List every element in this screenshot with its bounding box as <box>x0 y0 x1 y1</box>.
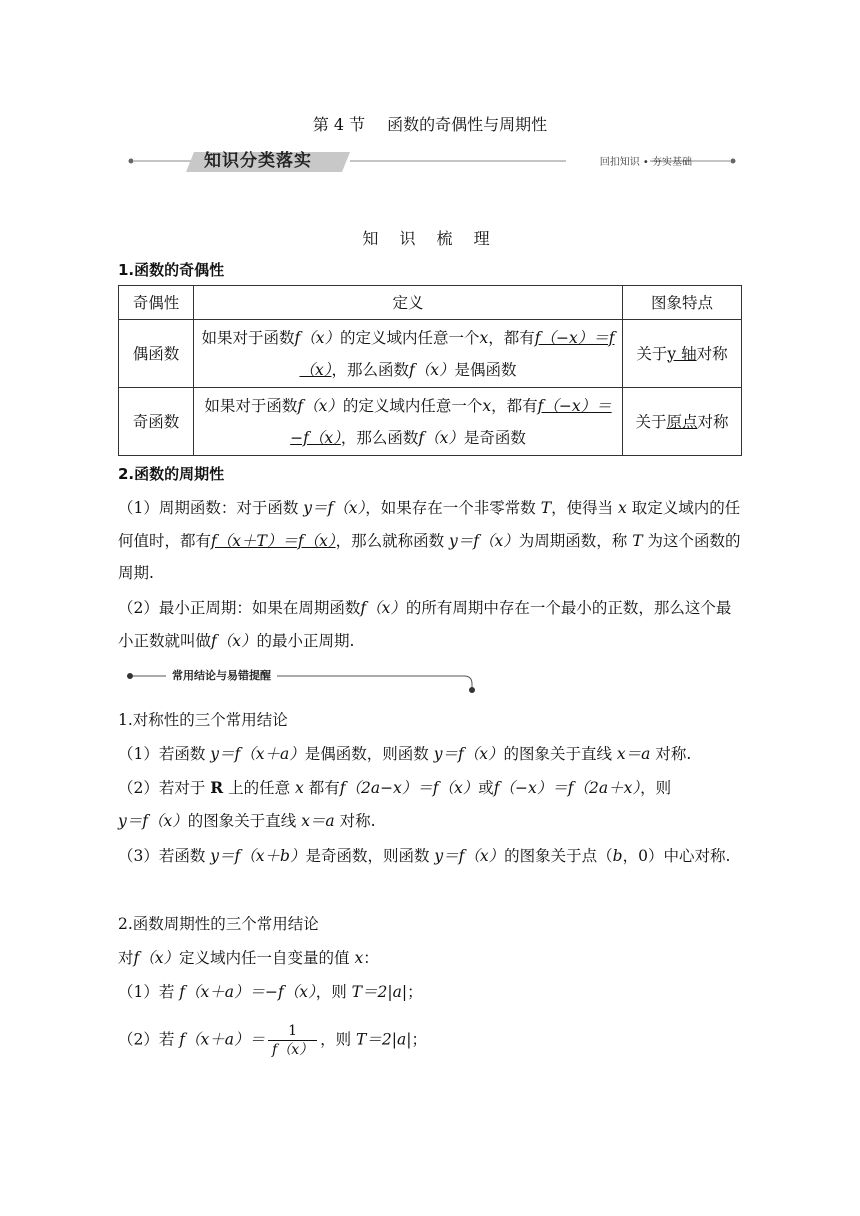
text: 是偶函数 <box>454 360 517 379</box>
math: T <box>540 499 552 517</box>
period-paragraph-2 <box>118 592 742 657</box>
text: （1）周期函数：对于函数 <box>118 499 304 517</box>
table-header-row <box>119 286 742 320</box>
text: 取定义域内的任何值时，都有 <box>118 499 741 550</box>
text: 都有 <box>303 779 340 797</box>
math: f（2a−x）＝f（x） <box>339 779 479 797</box>
text: ，则 <box>315 983 352 1001</box>
text: ，都有 <box>488 328 535 347</box>
text: ，那么函数 <box>331 360 409 379</box>
text: 的所有周期中存在一个最小的正数，那么这个最小正数就叫做 <box>118 599 732 650</box>
text: ，那么就称函数 <box>335 531 449 550</box>
math: y＝f（x＋b） <box>210 847 306 865</box>
text: 的定义域内任意一个 <box>342 396 483 415</box>
symmetry-conclusion-1 <box>118 738 742 771</box>
text: 对 <box>118 949 134 967</box>
text: 为周期函数，称 <box>518 531 633 550</box>
text: 或 <box>478 779 494 797</box>
text: （2）若对于 <box>118 779 211 797</box>
header-parity: 奇偶性 <box>119 286 194 320</box>
symmetry-conclusion-2 <box>118 772 742 837</box>
fraction-numerator: 1 <box>268 1022 317 1041</box>
period-paragraph-1 <box>118 492 742 590</box>
text: ； <box>411 1030 427 1049</box>
underlined-answer: f（−x）＝−f（x） <box>290 396 612 447</box>
math: y＝f（x＋a） <box>210 745 305 763</box>
odd-name: 奇函数 <box>119 388 194 456</box>
underlined-answer: f（x＋T）＝f（x） <box>211 531 336 550</box>
math: x <box>482 396 492 415</box>
underlined-answer: 原点 <box>666 412 698 431</box>
math: f（x） <box>294 328 340 347</box>
math: x <box>618 499 627 517</box>
text: （3）若函数 <box>118 847 211 865</box>
text: 的定义域内任意一个 <box>340 328 480 347</box>
math: f（x） <box>409 360 455 379</box>
math: f（x） <box>133 949 179 967</box>
periodicity-conclusion-2 <box>118 1022 742 1059</box>
underlined-answer: y 轴 <box>667 344 697 363</box>
fraction <box>268 1022 317 1059</box>
text: 是奇函数，则函数 <box>305 847 435 865</box>
text: ； <box>407 983 423 1001</box>
heading-period: 2.函数的周期性 <box>118 465 225 483</box>
periodicity-conclusion-1 <box>118 976 742 1009</box>
text: （1）若函数 <box>118 745 211 763</box>
text: 的图象关于点（ <box>504 847 613 865</box>
periodicity-heading: 2.函数周期性的三个常用结论 <box>118 915 319 933</box>
math: T <box>632 531 643 550</box>
table-row <box>119 320 742 388</box>
heading-parity: 1.函数的奇偶性 <box>118 261 225 279</box>
odd-definition <box>194 388 623 456</box>
text: 的最小正周期. <box>256 631 355 650</box>
text: 如果对于函数 <box>201 328 295 347</box>
text: 上的任意 <box>223 779 296 797</box>
odd-feature <box>623 388 742 456</box>
tip-banner <box>126 664 478 694</box>
text: 是奇函数 <box>463 428 526 447</box>
section-title-text: 函数的奇偶性与周期性 <box>387 115 548 134</box>
text: （2）最小正周期：如果在周期函数 <box>118 599 361 617</box>
math: y＝f（x） <box>433 745 504 763</box>
math: R <box>210 778 224 797</box>
text: （2）若 <box>118 1030 180 1049</box>
text: 为这个函数的周期. <box>118 531 741 582</box>
text: ，则 <box>640 779 672 797</box>
math: x <box>354 949 364 967</box>
math: T＝2|a| <box>356 1030 412 1049</box>
text: 定义域内任一自变量的值 <box>179 949 355 967</box>
math: f（−x）＝f（2a＋x） <box>493 779 641 797</box>
text: 关于 <box>635 412 667 431</box>
parity-table <box>118 285 742 456</box>
math: f（x＋a）＝−f（x） <box>179 983 316 1001</box>
math: f（x） <box>211 631 257 650</box>
tip-label: 常用结论与易错提醒 <box>166 666 277 686</box>
text: 的图象关于直线 <box>503 745 617 763</box>
text: ，那么函数 <box>340 428 419 447</box>
math: x <box>295 779 304 797</box>
underlined-answer: f（−x）＝f（x） <box>299 328 615 379</box>
text: 如果对于函数 <box>204 396 298 415</box>
banner-title: 知识分类落实 <box>204 151 312 171</box>
section-number: 第 4 节 <box>312 115 366 134</box>
math: y＝f（x） <box>303 499 366 517</box>
text: ，都有 <box>491 396 538 415</box>
math: b <box>612 847 623 865</box>
even-definition <box>194 320 623 388</box>
symmetry-heading: 1.对称性的三个常用结论 <box>118 711 288 729</box>
text: 是偶函数，则函数 <box>304 745 434 763</box>
math: f（x） <box>360 599 406 617</box>
text: 对称 <box>697 412 729 431</box>
math: f（x） <box>297 396 343 415</box>
text: ，使得当 <box>551 499 619 517</box>
math: f（x＋a）＝ <box>179 1030 266 1049</box>
text: （1）若 <box>118 983 180 1001</box>
header-feature: 图象特点 <box>623 286 742 320</box>
knowledge-banner <box>128 150 736 174</box>
math: T＝2|a| <box>351 983 408 1001</box>
math: x <box>479 328 489 347</box>
math: f（x） <box>418 428 464 447</box>
math: y＝f（x） <box>118 811 188 830</box>
knowledge-heading: 知 识 梳 理 <box>362 229 498 248</box>
math: y＝f（x） <box>449 531 519 550</box>
periodicity-intro <box>118 942 742 975</box>
section-title <box>0 112 860 135</box>
text: 关于 <box>636 344 668 363</box>
table-row <box>119 388 742 456</box>
text: ： <box>363 949 379 967</box>
fraction-denominator: f（x） <box>272 1042 314 1058</box>
math: y＝f（x） <box>434 847 505 865</box>
even-feature <box>623 320 742 388</box>
math: x＝a <box>616 745 651 763</box>
text: 的图象关于直线 <box>187 811 302 830</box>
math: x＝a <box>301 811 335 830</box>
text: ，则 <box>320 1030 357 1049</box>
even-name: 偶函数 <box>119 320 194 388</box>
text: ，如果存在一个非零常数 <box>365 499 541 517</box>
text: 对称 <box>696 344 728 363</box>
text: ，0）中心对称. <box>622 847 731 865</box>
text: 对称. <box>334 811 376 830</box>
banner-subtitle: 回扣知识 • 夯实基础 <box>599 157 692 168</box>
symmetry-conclusion-3 <box>118 840 742 873</box>
header-definition: 定义 <box>194 286 623 320</box>
text: 对称. <box>650 745 692 763</box>
